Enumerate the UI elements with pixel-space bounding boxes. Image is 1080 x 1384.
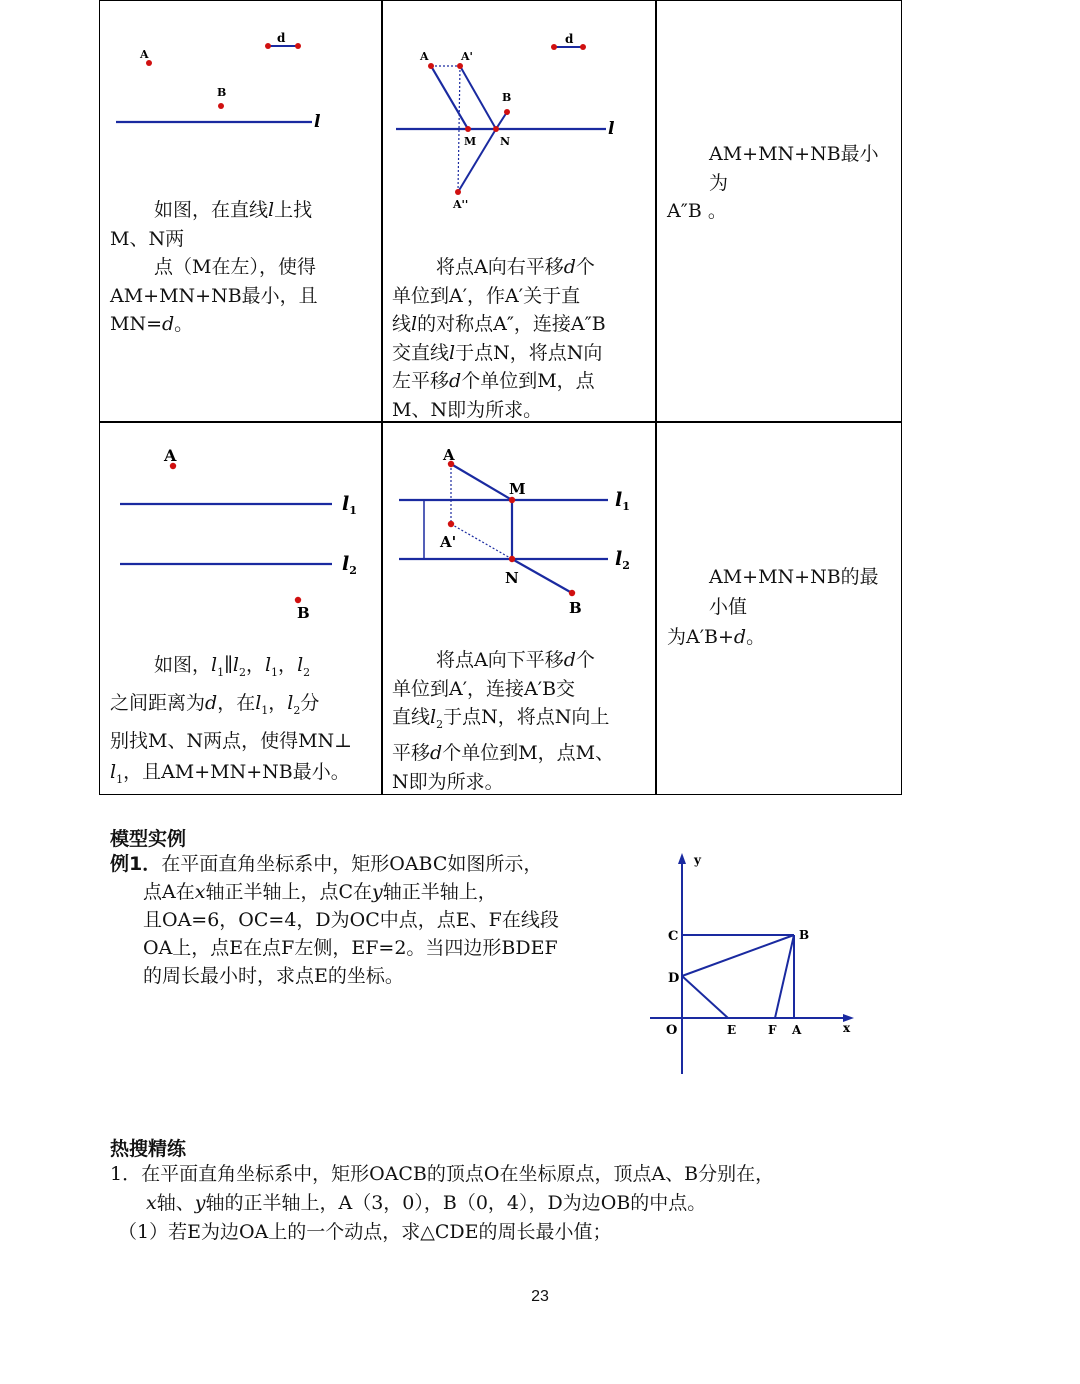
figure-coordinate-rectangle (640, 848, 870, 1080)
r1c3-line1: AM+MN+NB最小为 (709, 143, 879, 194)
segment-AM (451, 464, 512, 500)
r2c3-line1: AM+MN+NB的最小值 (709, 566, 879, 618)
segment-AM (431, 66, 468, 129)
label-A1: A' (461, 50, 473, 63)
label-C: C (668, 929, 679, 944)
r1c1-line2: M、N两 (110, 227, 185, 250)
label-A: A (792, 1023, 802, 1037)
label-y: y (694, 853, 701, 867)
y-axis-arrow (678, 853, 686, 864)
label-A: A (420, 50, 429, 63)
point-B (218, 103, 224, 109)
point-A (428, 63, 434, 69)
segment-DE (682, 976, 728, 1018)
point-A1 (448, 521, 454, 527)
point-d-end (295, 43, 301, 49)
page-number: 23 (531, 1288, 549, 1305)
segment-NB (512, 559, 572, 593)
label-B: B (502, 91, 512, 104)
r1c2-line1: 将点A向右平移d个 (436, 256, 595, 278)
label-l1: $l_1$ (342, 493, 357, 517)
point-A1 (457, 63, 463, 69)
label-B: B (297, 604, 310, 622)
point-N (493, 126, 499, 132)
r1c1-text (110, 196, 380, 339)
r1c1-line4: AM+MN+NB最小，且MN=d。 (110, 284, 318, 335)
r1c2-line5: 左平移d个单位到M，点 (392, 370, 595, 392)
label-d: d (277, 31, 286, 45)
label-A1: A' (440, 533, 457, 551)
r2c2-line2: 单位到A′，连接A′B交 (392, 677, 576, 700)
example-1-line4: OA上，点E在点F左侧，EF=2。当四边形BDEF (143, 937, 558, 959)
label-d: d (565, 32, 574, 46)
practice-1-line2: x轴、y轴的正半轴上，A（3，0），B（0，4），D为边OB的中点。 (146, 1192, 707, 1214)
dotted-A1N (451, 524, 512, 559)
label-E: E (727, 1023, 737, 1037)
label-M: M (509, 480, 526, 498)
label-l: l (608, 119, 615, 139)
r2c2-line3: 直线$l_2$于点N，将点N向上 (392, 706, 610, 731)
practice-1-line1: 1．在平面直角坐标系中，矩形OACB的顶点O在坐标原点，顶点A、B分别在， (110, 1163, 775, 1185)
label-l2: $l_2$ (342, 553, 357, 577)
r1c2-line4: 交直线l于点N，将点N向 (392, 341, 603, 364)
example-1-text (110, 850, 630, 990)
point-d-start (265, 43, 271, 49)
label-N: N (505, 569, 519, 587)
r1c1-line3: 点（M在左），使得 (154, 256, 316, 278)
r2c3-text (667, 562, 897, 652)
practice-1-text (110, 1160, 910, 1247)
r1c2-line3: 线l的对称点A″，连接A″B (392, 313, 606, 335)
r2c1-line4: $l_1$，且AM+MN+NB最小。 (110, 760, 350, 786)
segment-A1N (460, 66, 496, 129)
r2c1-line1: 如图，$l_1\parallel l_2$，$l_1$，$l_2$ (154, 654, 311, 679)
r2c2-text (392, 646, 654, 796)
r1c2-line6: M、N即为所求。 (392, 398, 543, 421)
r1c2-text (392, 253, 654, 424)
r1c1-line1: 如图，在直线l上找 (154, 199, 313, 221)
figure-solution-2 (383, 440, 655, 625)
practice-1-line3: （1）若E为边OA上的一个动点，求△CDE的周长最小值； (118, 1221, 612, 1243)
r2c1-text (110, 650, 380, 794)
r2c2-line5: N即为所求。 (392, 770, 504, 793)
model-example-title: 模型实例 (110, 828, 187, 850)
example-1-line2: 点A在x轴正半轴上，点C在y轴正半轴上， (143, 881, 497, 903)
point-B (295, 597, 301, 603)
label-A: A (140, 48, 149, 61)
segment-DB (682, 935, 794, 976)
hot-practice-title: 热搜精练 (110, 1138, 187, 1160)
example-1-line3: 且OA=6，OC=4，D为OC中点，点E、F在线段 (143, 909, 559, 931)
label-F: F (768, 1023, 777, 1037)
label-A: A (443, 446, 455, 464)
label-x: x (843, 1021, 851, 1035)
label-B: B (569, 599, 582, 617)
r1c3-text (667, 140, 897, 226)
label-l: l (314, 112, 321, 132)
label-l2: $l_2$ (615, 548, 630, 572)
point-d-start (551, 44, 557, 50)
example-1-line5: 的周长最小时，求点E的坐标。 (143, 965, 404, 987)
r1c3-line2: A″B 。 (667, 200, 727, 222)
r2c1-line3: 别找M、N两点，使得MN⊥ (110, 729, 353, 752)
figure-solution-1 (383, 2, 655, 227)
label-D: D (668, 971, 680, 986)
label-B: B (799, 928, 810, 942)
point-N (509, 556, 515, 562)
label-A: A (164, 446, 177, 465)
label-l1: $l_1$ (615, 489, 630, 513)
label-N: N (500, 135, 511, 148)
label-A2: A'' (453, 198, 469, 211)
point-B (504, 109, 510, 115)
r2c1-line2: 之间距离为d，在$l_1$，$l_2$分 (110, 691, 320, 717)
segment-NB (496, 112, 507, 129)
figure-problem-2 (100, 440, 380, 625)
segment-BF (775, 935, 794, 1018)
figure-problem-1 (100, 2, 380, 142)
r2c2-line4: 平移d个单位到M，点M、 (392, 742, 615, 765)
label-M: M (464, 135, 477, 148)
point-B (569, 590, 575, 596)
point-M (465, 126, 471, 132)
r1c2-line2: 单位到A′，作A′关于直 (392, 284, 581, 307)
r2c2-line1: 将点A向下平移d个 (436, 649, 595, 671)
example-1-line1: 例1．在平面直角坐标系中，矩形OABC如图所示， (110, 853, 543, 875)
label-B: B (217, 86, 227, 99)
point-A2 (455, 189, 461, 195)
point-d-end (580, 44, 586, 50)
r2c3-line2: 为A′B+d。 (667, 626, 766, 648)
label-O: O (666, 1023, 678, 1038)
